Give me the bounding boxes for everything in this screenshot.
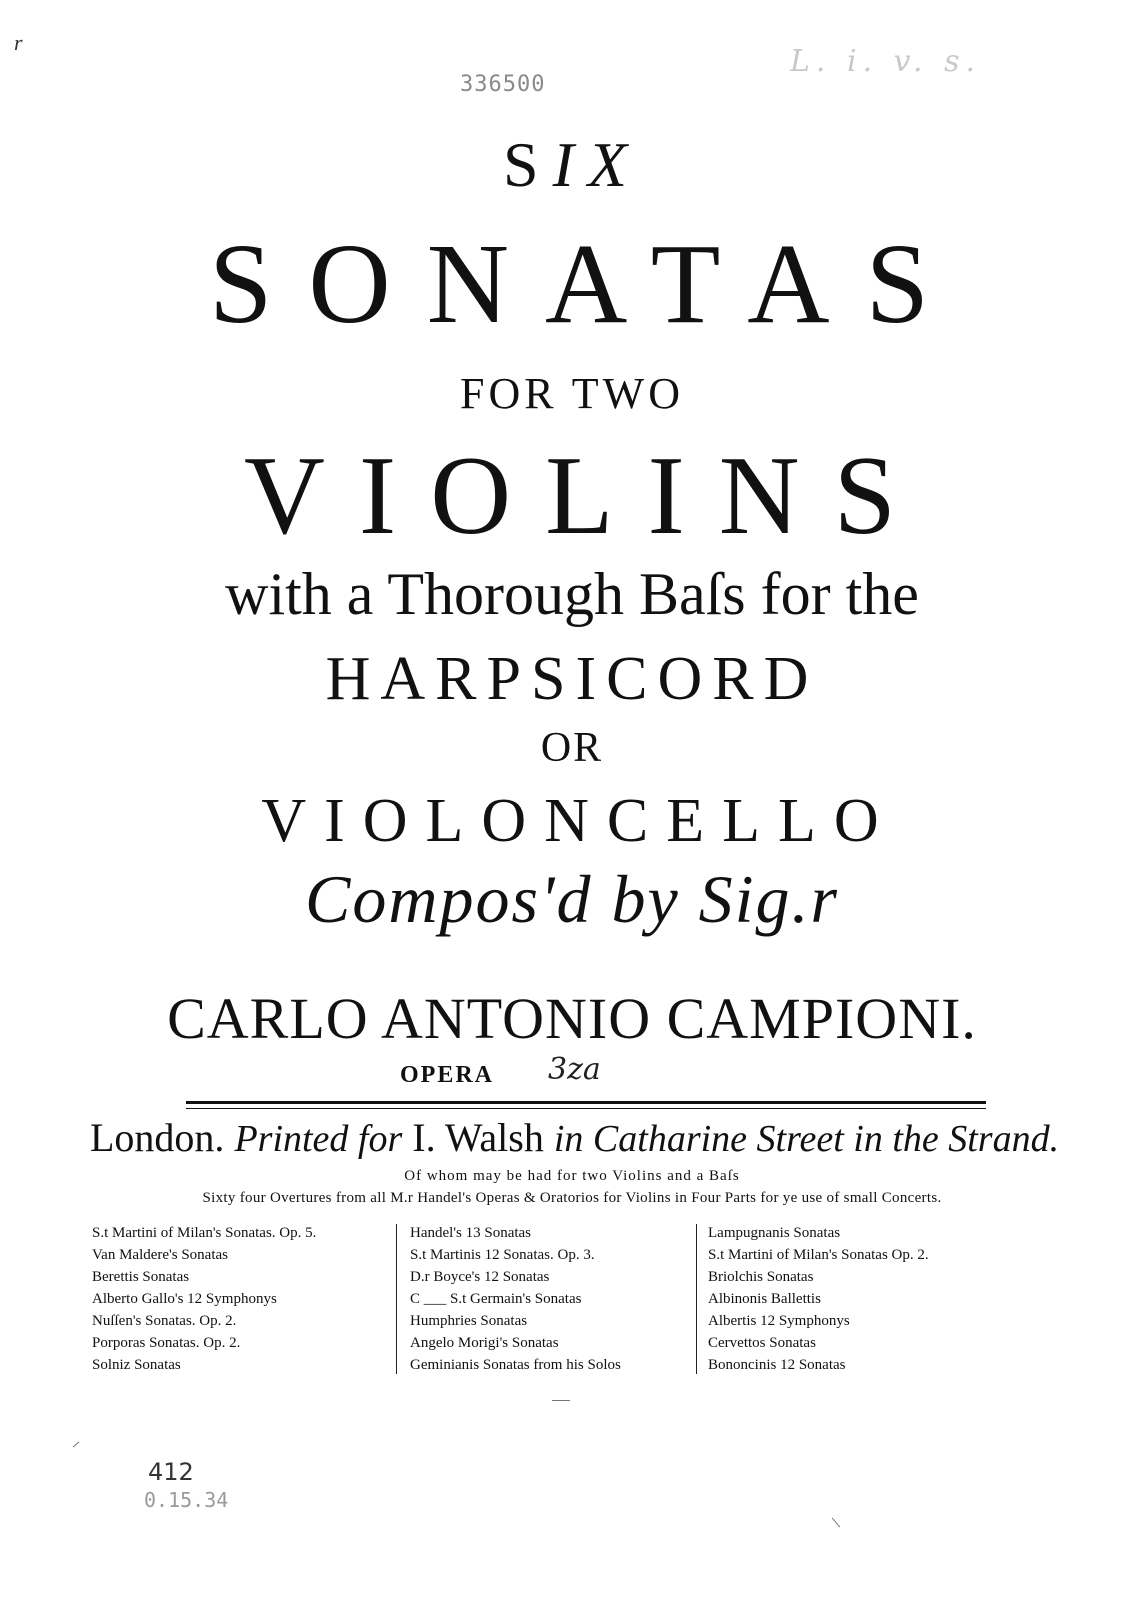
- column-divider: [396, 1224, 397, 1374]
- list-item: Nuſſen's Sonatas. Op. 2.: [92, 1313, 237, 1329]
- imprint-publisher: I. Walsh: [412, 1115, 544, 1160]
- list-item: Albertis 12 Symphonys: [708, 1313, 850, 1329]
- speck-mark: [832, 1518, 840, 1528]
- list-item: Albinonis Ballettis: [708, 1291, 821, 1307]
- list-item: S.t Martini of Milan's Sonatas Op. 2.: [708, 1247, 929, 1263]
- catalogue-column-1: [92, 1222, 316, 1376]
- list-item: Geminianis Sonatas from his Solos: [410, 1357, 621, 1373]
- list-item: Porporas Sonatas. Op. 2.: [92, 1335, 241, 1351]
- list-item: Handel's 13 Sonatas: [410, 1225, 532, 1241]
- pencil-note-shelfmark: 0.15.34: [144, 1488, 229, 1512]
- divider-rule-thick: [186, 1101, 986, 1104]
- title-harpsicord: HARPSICORD: [325, 645, 819, 713]
- list-item: D.r Boyce's 12 Sonatas: [410, 1269, 550, 1285]
- column-divider: [696, 1224, 697, 1374]
- list-item: Angelo Morigi's Sonatas: [410, 1335, 559, 1351]
- list-item: Berettis Sonatas: [92, 1269, 190, 1285]
- list-item: Alberto Gallo's 12 Symphonys: [92, 1291, 277, 1307]
- imprint-address: in Catharine Street in the Strand.: [553, 1118, 1060, 1160]
- list-item: C ___ S.t Germain's Sonatas: [410, 1291, 582, 1307]
- divider-rule-thin: [186, 1108, 986, 1109]
- composed-by: Compos'd by Sig.r: [304, 861, 839, 937]
- corner-mark: r: [14, 30, 23, 55]
- title-or: OR: [540, 725, 604, 771]
- title-six-ix: IX: [552, 129, 641, 200]
- pencil-shelfmark: L. i. v. s.: [790, 44, 982, 79]
- list-item: S.t Martini of Milan's Sonatas. Op. 5.: [92, 1225, 317, 1241]
- catalogue-overtures: Sixty four Overtures from all M.r Handel's Operas & Oratorios for Violins in Four Parts for ye use of small Concerts.: [202, 1190, 942, 1206]
- list-item: Bononcinis 12 Sonatas: [708, 1357, 846, 1373]
- list-item: Lampugnanis Sonatas: [708, 1225, 841, 1241]
- speck-mark: [552, 1400, 570, 1401]
- list-item: Briolchis Sonatas: [708, 1269, 814, 1285]
- title-violoncello: VIOLONCELLO: [261, 787, 897, 855]
- title-for-two: FOR TWO: [460, 369, 684, 418]
- pencil-note-number: 412: [148, 1458, 194, 1486]
- title-violins: VIOLINS: [244, 434, 930, 558]
- imprint-city: London.: [90, 1115, 225, 1160]
- composer-name: CARLO ANTONIO CAMPIONI.: [167, 986, 977, 1051]
- catalogue-column-2: [410, 1222, 621, 1376]
- catalogue-column-3: [708, 1222, 929, 1376]
- title-six: [0, 128, 1144, 202]
- catalogue-heading: Of whom may be had for two Violins and a Baſs: [404, 1168, 740, 1184]
- list-item: Cervettos Sonatas: [708, 1335, 816, 1351]
- title-thorough-bass: with a Thorough Baſs for the: [225, 561, 919, 627]
- list-item: S.t Martinis 12 Sonatas. Op. 3.: [410, 1247, 595, 1263]
- list-item: Solniz Sonatas: [92, 1357, 181, 1373]
- opus-label: OPERA: [400, 1062, 494, 1088]
- library-stamp-number: 336500: [460, 72, 546, 97]
- imprint-printed-for: Printed for: [234, 1118, 403, 1160]
- speck-mark: [73, 1442, 80, 1448]
- list-item: Van Maldere's Sonatas: [92, 1247, 229, 1263]
- title-sonatas: SONATAS: [209, 220, 965, 347]
- title-six-s: S: [503, 129, 553, 200]
- list-item: Humphries Sonatas: [410, 1313, 528, 1329]
- imprint-line: [90, 1114, 1059, 1161]
- opus-number-handwritten: 3za: [548, 1052, 601, 1087]
